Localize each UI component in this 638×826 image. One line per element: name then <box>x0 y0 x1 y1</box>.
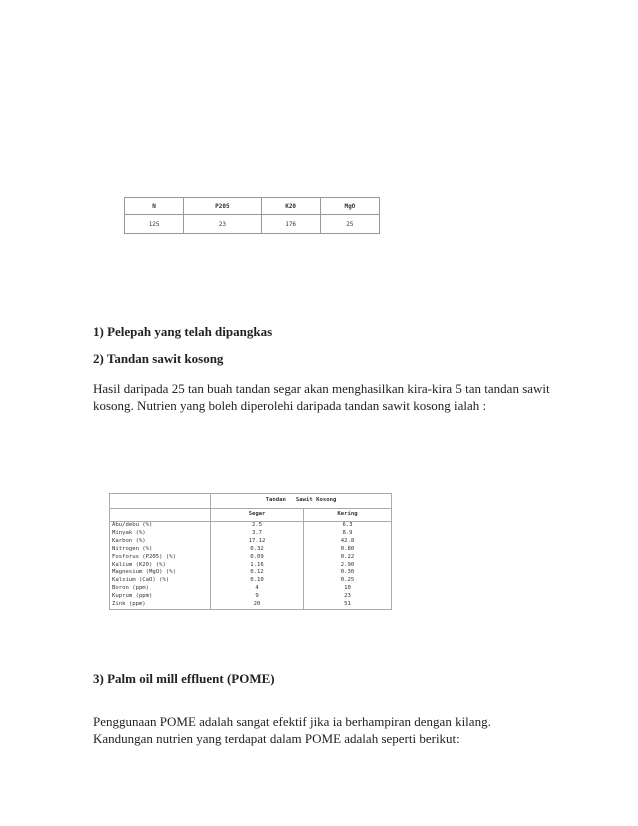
row-label: Kalsium (CaO) (%) <box>110 577 211 585</box>
header-cell: P205 <box>184 198 261 215</box>
table-row <box>110 593 392 601</box>
value-cell: 25 <box>320 215 379 234</box>
row-label: Fosforus (P205) (%) <box>110 554 211 562</box>
header-cell: MgO <box>320 198 379 215</box>
segar-value: 3.7 <box>211 530 304 538</box>
segar-value: 4 <box>211 585 304 593</box>
kering-value: 8.9 <box>304 530 392 538</box>
heading-pome: 3) Palm oil mill effluent (POME) <box>93 671 275 686</box>
segar-value: 0.32 <box>211 546 304 554</box>
group-header: Tandan Sawit Kosong <box>211 494 392 509</box>
table-row <box>110 601 392 609</box>
table-row <box>110 577 392 585</box>
row-label: Karbon (%) <box>110 538 211 546</box>
header-cell: N <box>125 198 184 215</box>
col-segar-header: Segar <box>211 509 304 522</box>
kering-value: 10 <box>304 585 392 593</box>
kering-value: 0.22 <box>304 554 392 562</box>
segar-value: 0.09 <box>211 554 304 562</box>
table-group-header-row <box>110 494 392 509</box>
row-label: Nitrogen (%) <box>110 546 211 554</box>
kering-value: 42.8 <box>304 538 392 546</box>
segar-value: 17.12 <box>211 538 304 546</box>
table-row <box>110 562 392 570</box>
segar-value: 9 <box>211 593 304 601</box>
segar-value: 0.10 <box>211 577 304 585</box>
table-row <box>110 546 392 554</box>
col-kering-header: Kering <box>304 509 392 522</box>
segar-value: 20 <box>211 601 304 609</box>
heading-pelepah: 1) Pelepah yang telah dipangkas <box>93 324 273 339</box>
table-row <box>110 585 392 593</box>
nutrient-table-header <box>125 198 380 215</box>
kering-value: 0.25 <box>304 577 392 585</box>
segar-value: 1.16 <box>211 562 304 570</box>
table-subheader-row <box>110 509 392 522</box>
table-row <box>125 215 380 234</box>
kering-value: 6.3 <box>304 522 392 530</box>
segar-value: 2.5 <box>211 522 304 530</box>
kering-value: 0.80 <box>304 546 392 554</box>
table-row <box>110 522 392 530</box>
table-row <box>110 538 392 546</box>
table-row <box>110 554 392 562</box>
row-label: Kalium (K20) (%) <box>110 562 211 570</box>
row-label: Kuprum (ppm) <box>110 593 211 601</box>
kering-value: 2.90 <box>304 562 392 570</box>
row-label: Abu/debu (%) <box>110 522 211 530</box>
paragraph-pome: Penggunaan POME adalah sangat efektif jika ia berhampiran dengan kilang. Kandungan nutrien yang terdapat dalam POME adalah seperti berikut: <box>93 714 491 746</box>
heading-tandan: 2) Tandan sawit kosong <box>93 351 224 366</box>
row-label: Zink (ppm) <box>110 601 211 609</box>
value-cell: 23 <box>184 215 261 234</box>
value-cell: 125 <box>125 215 184 234</box>
row-label: Boron (ppm) <box>110 585 211 593</box>
row-label: Magnesium (MgO) (%) <box>110 569 211 577</box>
nutrient-table <box>124 197 380 234</box>
table-row <box>110 530 392 538</box>
table-row <box>110 569 392 577</box>
segar-value: 0.12 <box>211 569 304 577</box>
kering-value: 23 <box>304 593 392 601</box>
value-cell: 176 <box>261 215 320 234</box>
tandan-nutrient-table <box>109 493 392 610</box>
header-cell: K20 <box>261 198 320 215</box>
kering-value: 0.30 <box>304 569 392 577</box>
row-label: Minyak (%) <box>110 530 211 538</box>
kering-value: 51 <box>304 601 392 609</box>
paragraph-tandan: Hasil daripada 25 tan buah tandan segar akan menghasilkan kira-kira 5 tan tandan sawit kosong. Nutrien yang boleh diperolehi daripada tandan sawit kosong ialah : <box>93 381 550 413</box>
